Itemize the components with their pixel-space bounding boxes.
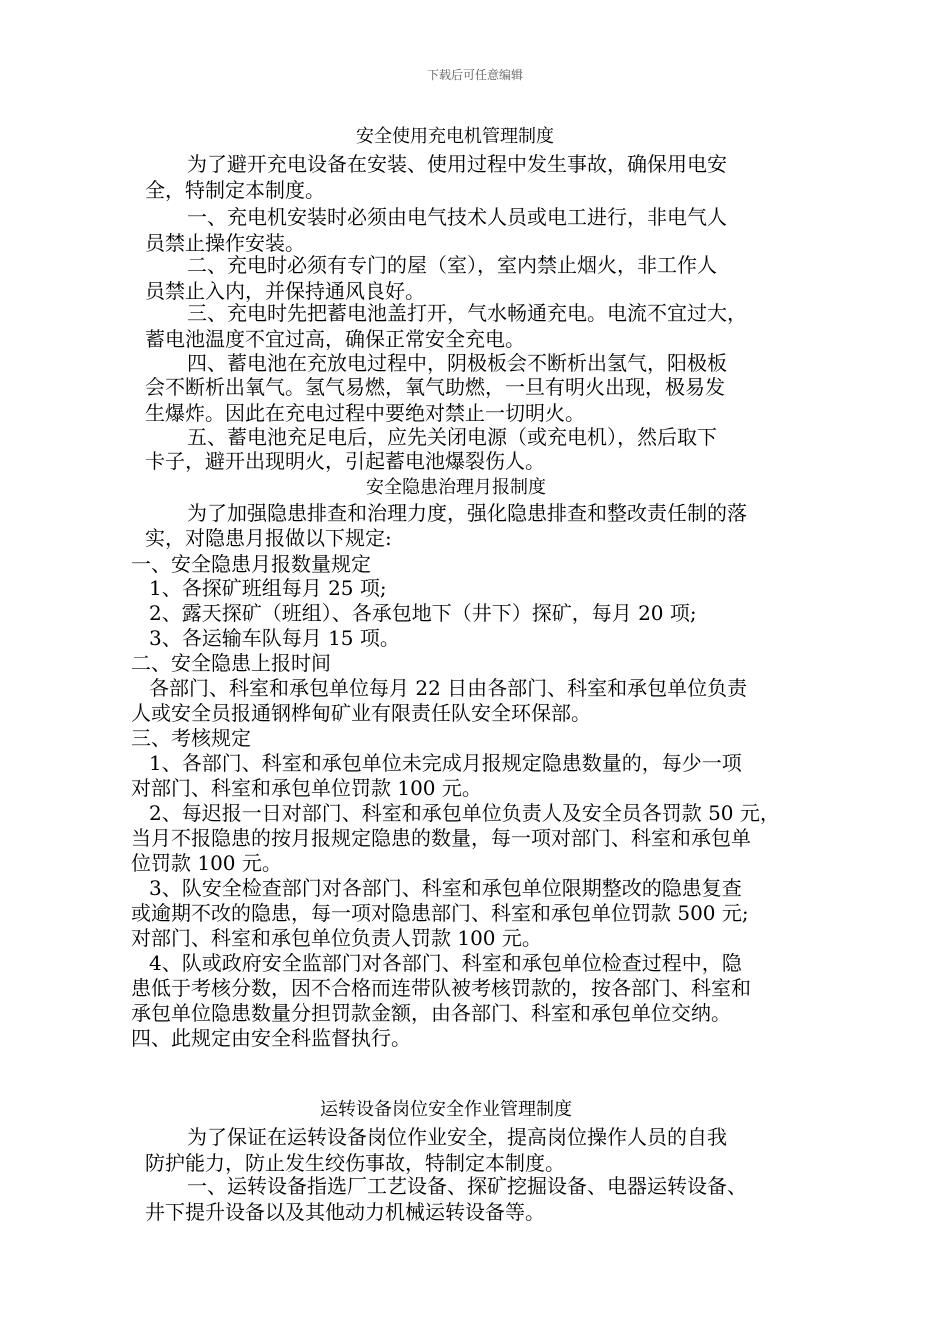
section-1-line: 一、充电机安装时必须由电气技术人员或电工进行，非电气人	[187, 205, 727, 229]
section-1-line: 四、蓄电池在充放电过程中，阴极板会不断析出氢气，阳极板	[187, 351, 727, 375]
section-2-line: 3、队安全检查部门对各部门、科室和承包单位限期整改的隐患复查	[149, 876, 742, 900]
section-1-line: 三、充电时先把蓄电池盖打开，气水畅通充电。电流不宜过大，	[187, 301, 747, 325]
section-1-line: 员禁止操作安装。	[145, 231, 305, 255]
section-1-line: 生爆炸。因此在充电过程中要绝对禁止一切明火。	[145, 401, 585, 425]
section-2-line: 位罚款 100 元。	[131, 851, 282, 875]
section-2-line: 或逾期不改的隐患，每一项对隐患部门、科室和承包单位罚款 500 元;	[131, 901, 749, 925]
section-1-line: 二、充电时必须有专门的屋（室），室内禁止烟火，非工作人	[187, 253, 717, 277]
section-1-line: 卡子，避开出现明火，引起蓄电池爆裂伤人。	[145, 449, 545, 473]
section-2-line: 四、此规定由安全科监督执行。	[131, 1026, 411, 1050]
section-2-line: 为了加强隐患排查和治理力度，强化隐患排查和整改责任制的落	[187, 501, 747, 525]
section-2-line: 1、各探矿班组每月 25 项;	[149, 576, 387, 600]
section-3-title: 运转设备岗位安全作业管理制度	[320, 1099, 572, 1120]
section-1-line: 员禁止入内，并保持通风良好。	[145, 279, 425, 303]
section-1-line: 全，特制定本制度。	[145, 178, 325, 202]
section-3-line: 防护能力，防止发生绞伤事故，特制定本制度。	[145, 1151, 565, 1175]
section-1-line: 会不断析出氧气。氢气易燃，氧气助燃，一旦有明火出现，极易发	[145, 375, 725, 399]
section-2-line: 一、安全隐患月报数量规定	[131, 552, 371, 576]
section-2-line: 二、安全隐患上报时间	[131, 651, 331, 675]
section-2-line: 人或安全员报通钢桦甸矿业有限责任队安全环保部。	[131, 701, 591, 725]
section-2-line: 对部门、科室和承包单位负责人罚款 100 元。	[131, 926, 542, 950]
section-2-line: 1、各部门、科室和承包单位未完成月报规定隐患数量的，每少一项	[149, 751, 742, 775]
section-3-line: 井下提升设备以及其他动力机械运转设备等。	[145, 1200, 545, 1224]
section-2-line: 三、考核规定	[131, 726, 251, 750]
section-2-title: 安全隐患治理月报制度	[366, 477, 546, 498]
section-2-line: 患低于考核分数，因不合格而连带队被考核罚款的，按各部门、科室和	[131, 976, 751, 1000]
section-2-line: 各部门、科室和承包单位每月 22 日由各部门、科室和承包单位负责	[149, 676, 748, 700]
section-1-line: 蓄电池温度不宜过高，确保正常安全充电。	[145, 327, 525, 351]
section-2-line: 3、各运输车队每月 15 项。	[149, 626, 400, 650]
page-header-note: 下载后可任意编辑	[426, 68, 523, 82]
section-2-line: 承包单位隐患数量分担罚款金额，由各部门、科室和承包单位交纳。	[131, 1001, 731, 1025]
section-3-line: 为了保证在运转设备岗位作业安全，提高岗位操作人员的自我	[187, 1125, 727, 1149]
section-3-line: 一、运转设备指选厂工艺设备、探矿挖掘设备、电器运转设备、	[187, 1174, 747, 1198]
section-2-line: 实，对隐患月报做以下规定:	[145, 526, 392, 550]
section-2-line: 2、露天探矿（班组）、各承包地下（井下）探矿，每月 20 项;	[149, 601, 697, 625]
section-2-line: 2、每迟报一日对部门、科室和承包单位负责人及安全员各罚款 50 元，	[149, 801, 780, 825]
section-1-line: 为了避开充电设备在安装、使用过程中发生事故，确保用电安	[187, 152, 727, 176]
section-1-title: 安全使用充电机管理制度	[356, 126, 554, 147]
section-2-line: 对部门、科室和承包单位罚款 100 元。	[131, 776, 482, 800]
section-2-line: 4、队或政府安全监部门对各部门、科室和承包单位检查过程中，隐	[149, 951, 742, 975]
section-2-line: 当月不报隐患的按月报规定隐患的数量，每一项对部门、科室和承包单	[131, 826, 751, 850]
section-1-line: 五、蓄电池充足电后，应先关闭电源（或充电机），然后取下	[187, 425, 717, 449]
